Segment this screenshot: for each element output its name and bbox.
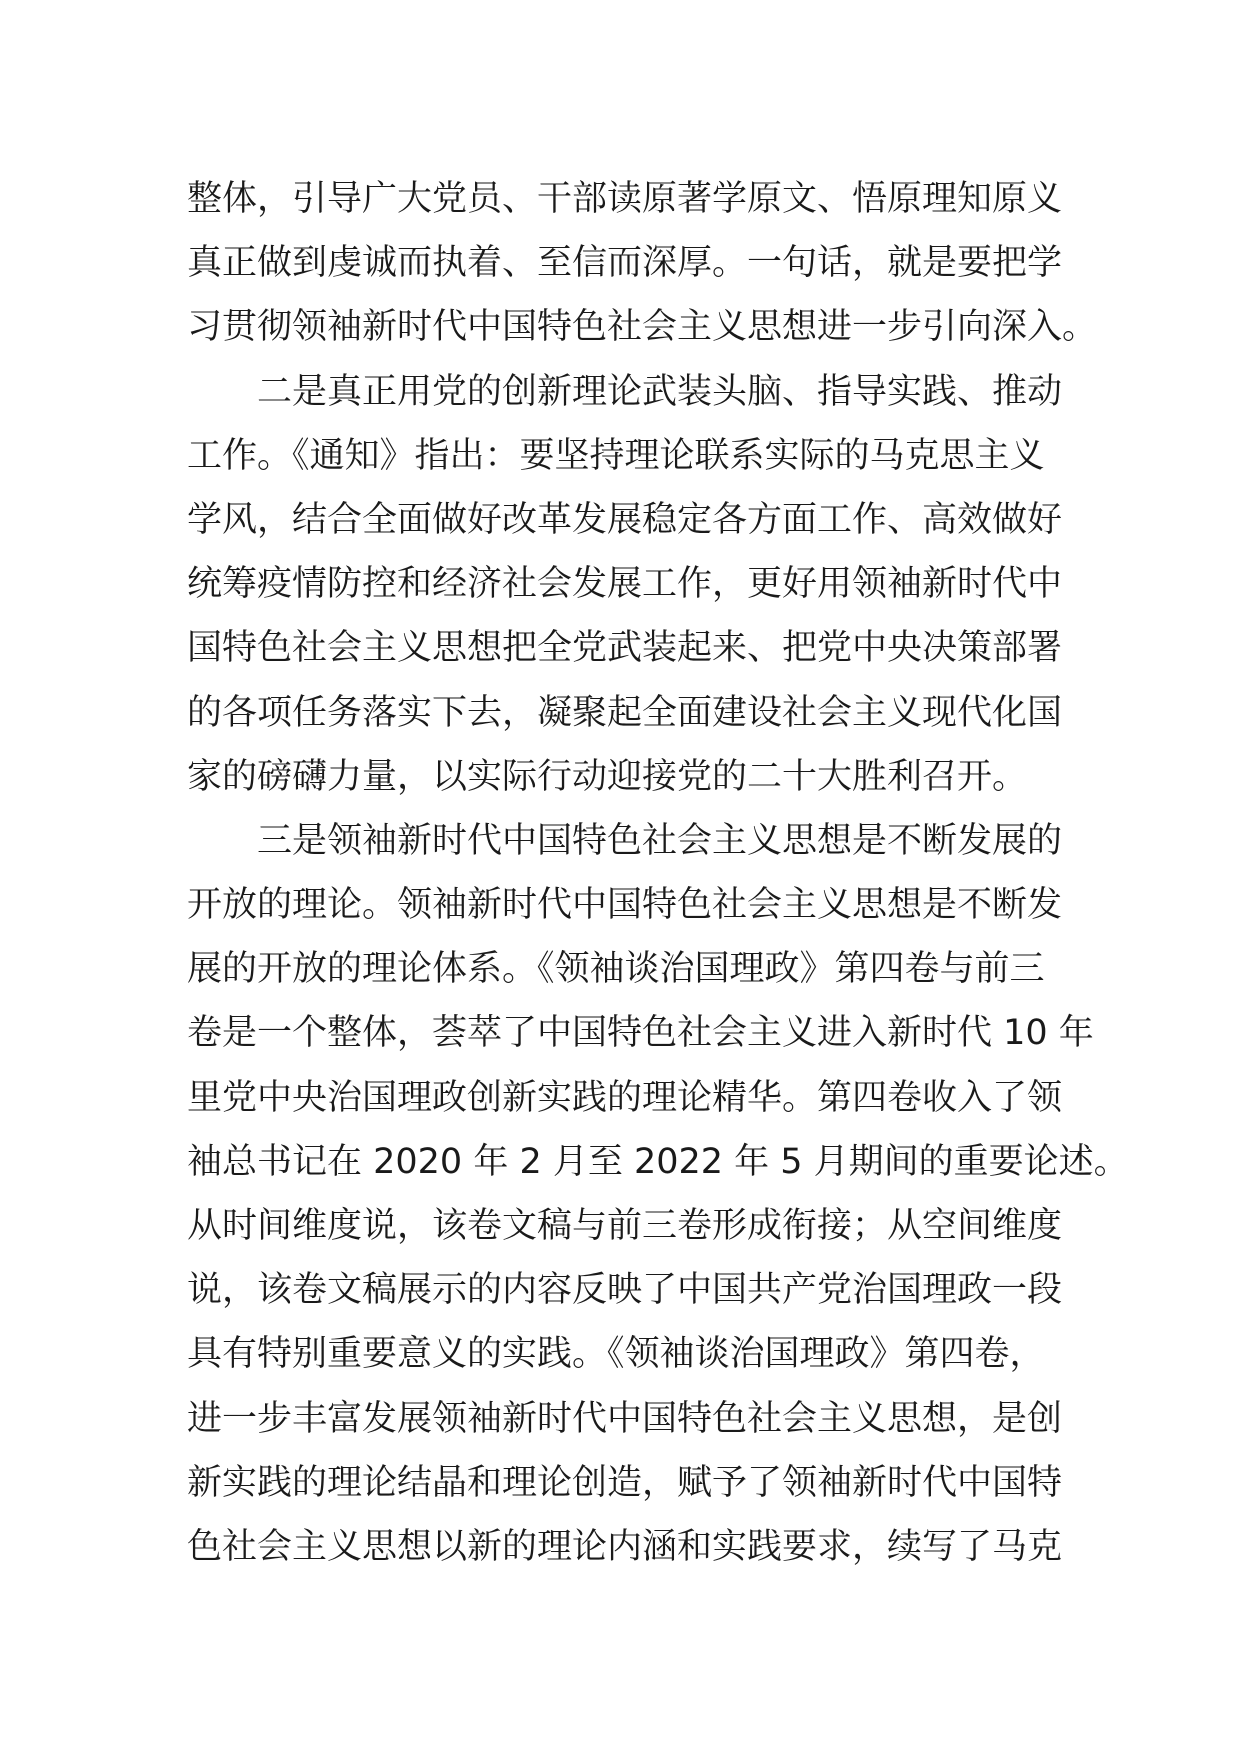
text-line: 统筹疫情防控和经济社会发展工作，更好用领袖新时代中 <box>187 564 1063 605</box>
text-line: 从时间维度说，该卷文稿与前三卷形成衔接；从空间维度 <box>187 1206 1063 1246</box>
text-line: 国特色社会主义思想把全党武装起来、把党中央决策部署 <box>187 628 1063 669</box>
text-line: 真正做到虔诚而执着、至信而深厚。一句话，就是要把学 <box>187 243 1063 284</box>
text-line: 里党中央治国理政创新实践的理论精华。第四卷收入了领 <box>187 1077 1063 1118</box>
text-line: 色社会主义思想以新的理论内涵和实践要求，续写了马克 <box>187 1526 1063 1567</box>
text-line: 具有特别重要意义的实践。《领袖谈治国理政》第四卷， <box>187 1334 1045 1375</box>
paragraph-start-line: 二是真正用党的创新理论武装头脑、指导实践、推动 <box>187 371 1063 412</box>
text-line: 卷是一个整体，荟萃了中国特色社会主义进入新时代 10 年 <box>187 1013 1094 1054</box>
text-line: 展的开放的理论体系。《领袖谈治国理政》第四卷与前三 <box>187 949 1045 990</box>
text-line: 习贯彻领袖新时代中国特色社会主义思想进一步引向深入。 <box>187 307 1098 348</box>
text-line: 袖总书记在 2020 年 2 月至 2022 年 5 月期间的重要论述。 <box>187 1141 1129 1182</box>
body-text <box>187 167 1129 1579</box>
text-line: 开放的理论。领袖新时代中国特色社会主义思想是不断发 <box>187 885 1063 926</box>
text-line: 进一步丰富发展领袖新时代中国特色社会主义思想，是创 <box>187 1398 1063 1439</box>
text-line: 家的磅礴力量，以实际行动迎接党的二十大胜利召开。 <box>187 756 1028 797</box>
text-line: 新实践的理论结晶和理论创造，赋予了领袖新时代中国特 <box>187 1462 1063 1503</box>
text-line: 学风，结合全面做好改革发展稳定各方面工作、高效做好 <box>187 499 1063 540</box>
text-line: 工作。《通知》指出：要坚持理论联系实际的马克思主义 <box>187 435 1045 476</box>
text-line: 说，该卷文稿展示的内容反映了中国共产党治国理政一段 <box>187 1270 1063 1311</box>
text-line: 整体，引导广大党员、干部读原著学原文、悟原理知原义 <box>187 179 1063 219</box>
paragraph-start-line: 三是领袖新时代中国特色社会主义思想是不断发展的 <box>187 820 1063 861</box>
text-line: 的各项任务落实下去，凝聚起全面建设社会主义现代化国 <box>187 692 1063 733</box>
